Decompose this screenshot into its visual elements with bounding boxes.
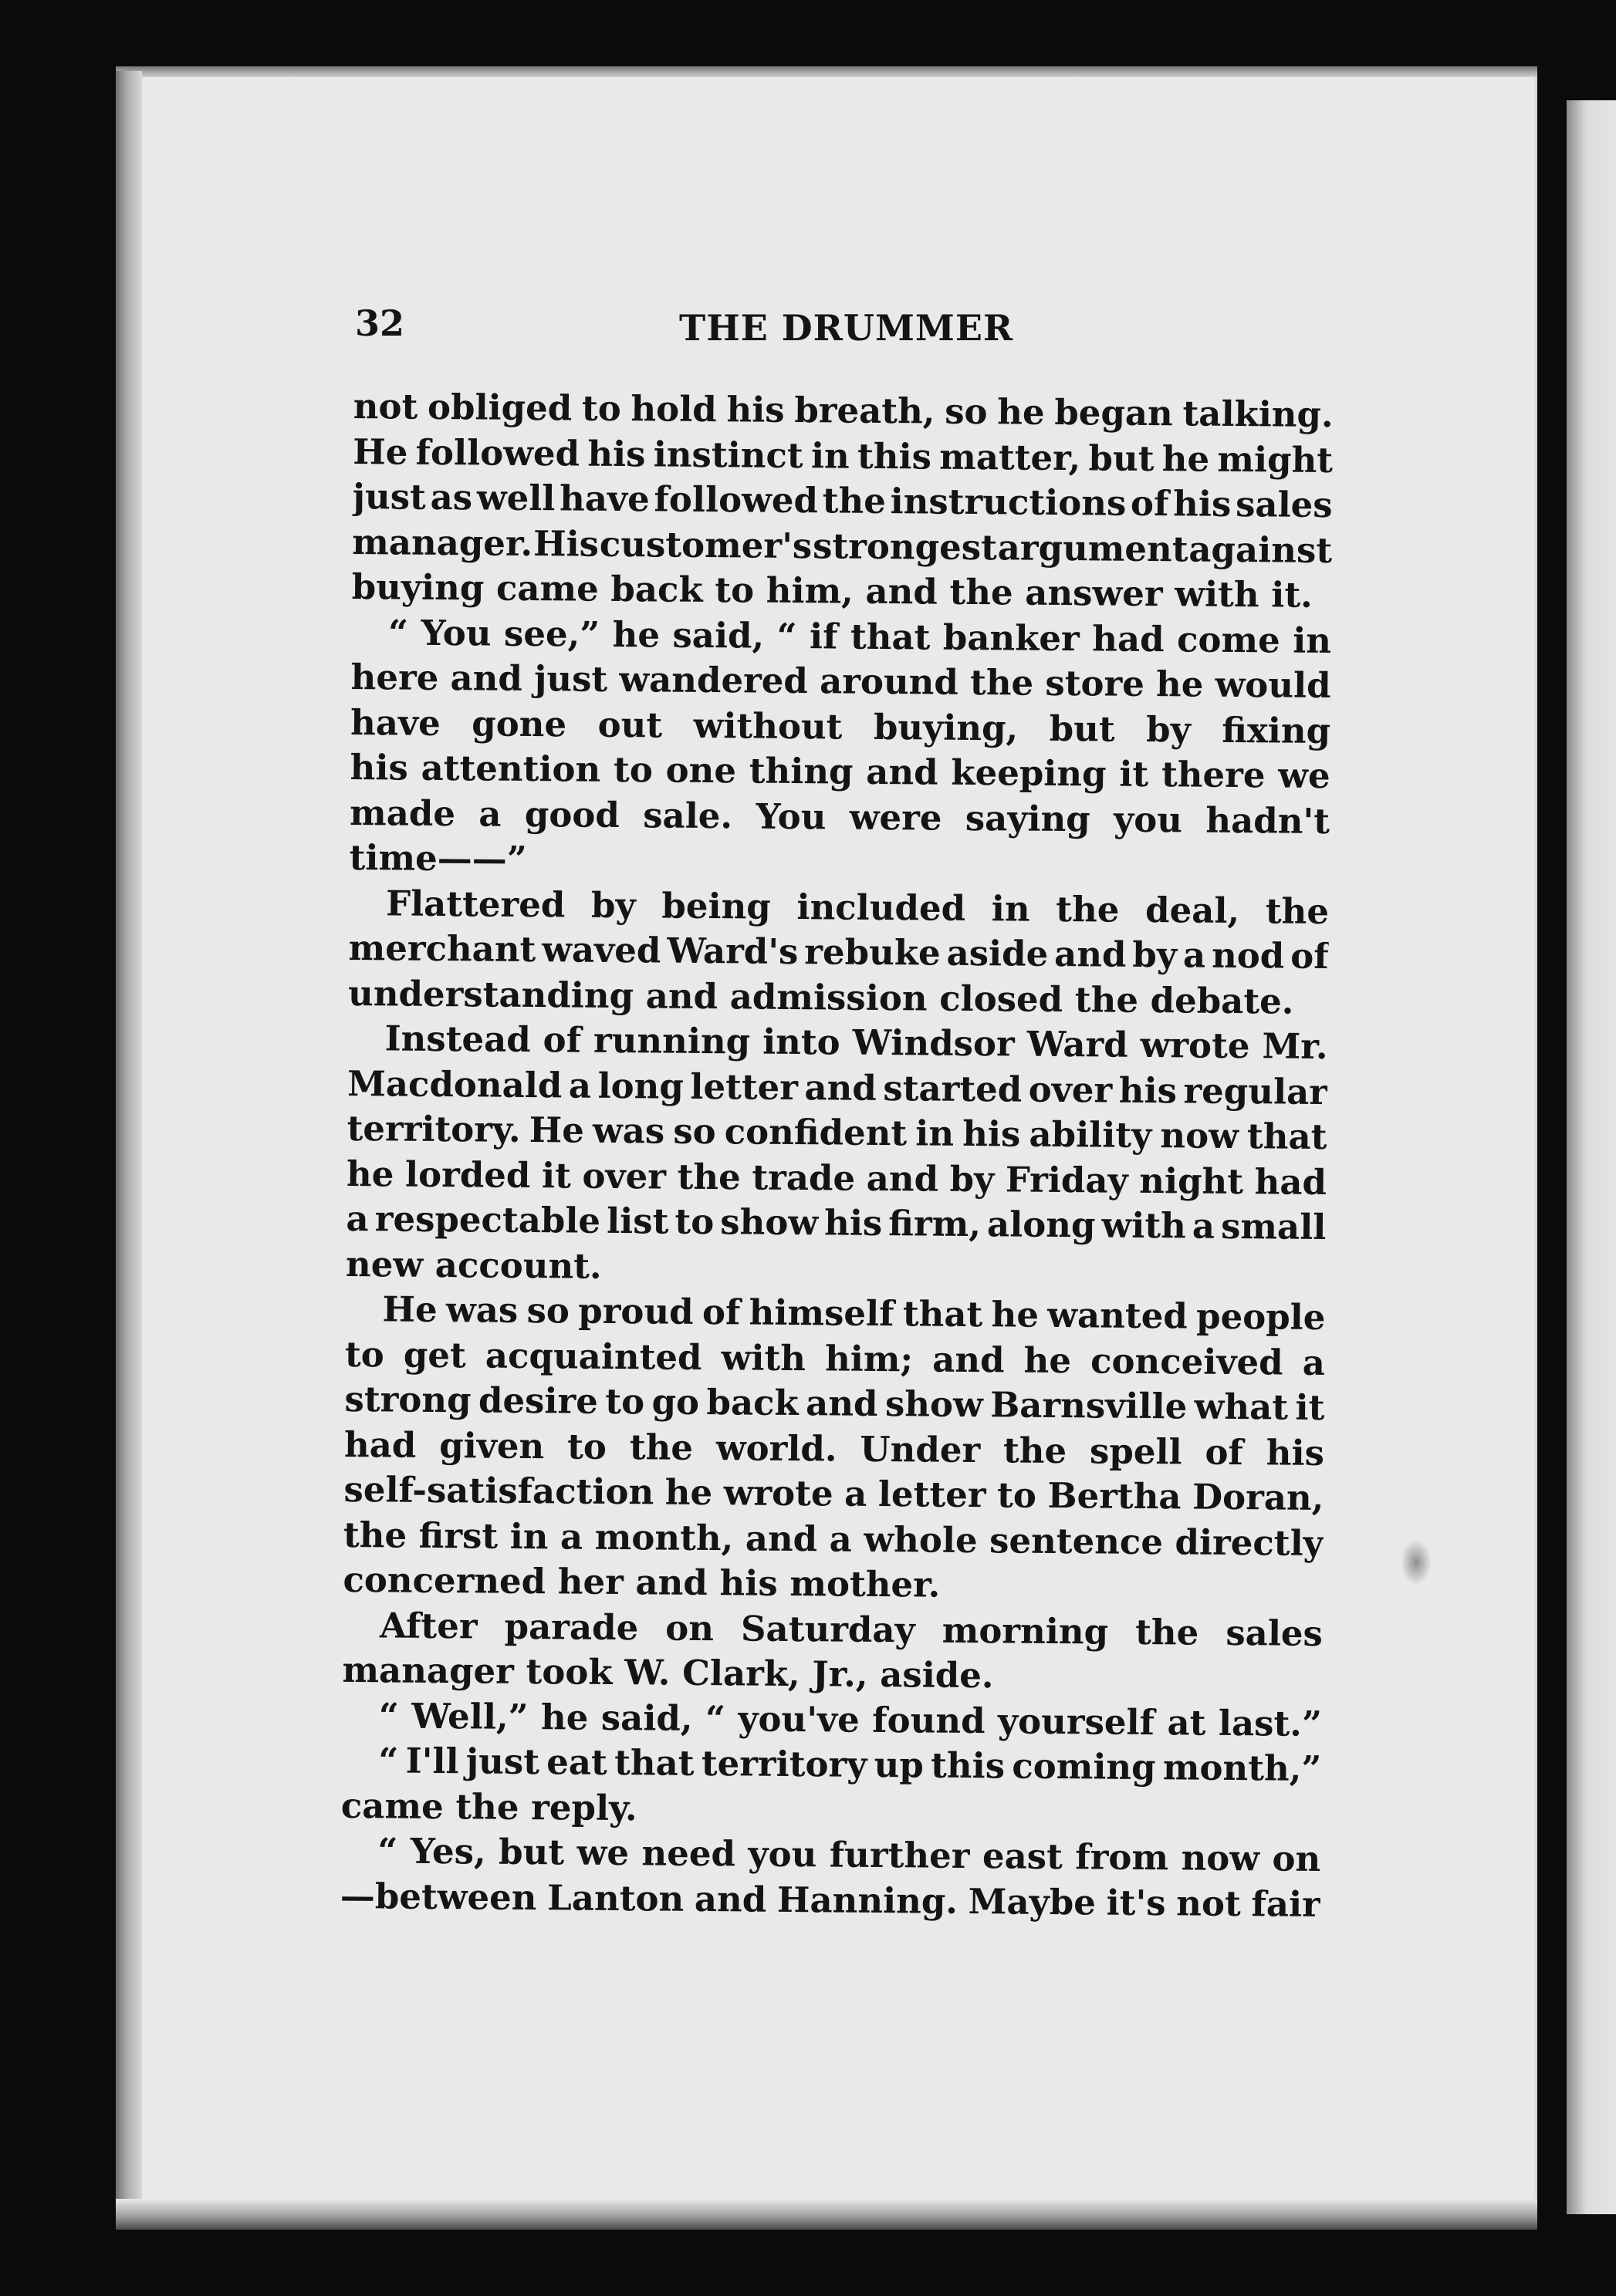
word: his [962,1113,1021,1155]
text-line [344,1377,1324,1431]
word: have [559,478,651,520]
word: up [874,1744,925,1786]
word: a [1302,1342,1326,1383]
word: rebuke [804,931,941,974]
word: not [353,385,418,427]
word: he [1023,1339,1072,1381]
word: saying [965,797,1091,839]
word: obliged [427,386,573,429]
word: around [819,660,959,703]
word: given [438,1424,545,1467]
word: one [665,749,737,792]
word: talking. [1182,393,1334,436]
word: month,” [1162,1747,1322,1790]
word: this [930,1744,1006,1787]
word: Ward [1026,1023,1128,1065]
word: confident [724,1111,908,1154]
word: here [350,656,439,698]
word: but [1088,437,1155,479]
word: by [1132,934,1178,976]
text-line [347,1061,1327,1115]
word: people [1195,1295,1326,1339]
word: his [1172,483,1232,525]
text-line: buying came back to him, and the answer with it. [351,566,1313,616]
word: letter [877,1473,986,1516]
word: Hanning. [776,1879,958,1922]
word: and [694,1878,767,1920]
word: running [593,1019,751,1062]
word: Yes, [410,1830,486,1872]
word: and [932,1339,1005,1380]
word: east [982,1835,1063,1878]
text-line: concerned her and his mother. [343,1558,941,1606]
text-line [340,1873,1320,1927]
word: of [1205,1431,1244,1473]
word: merchant [348,927,536,971]
word: list [606,1200,669,1242]
word: being [661,885,772,927]
word: keeping [951,751,1107,795]
word: and [866,1157,939,1200]
text-line: understanding and admission closed the debate. [347,972,1294,1022]
page-number: 32 [355,302,405,344]
word: sentence [989,1519,1164,1562]
word: to [581,387,621,430]
text-line [348,926,1328,980]
word: Doran, [1192,1476,1324,1519]
word: but [498,1831,565,1873]
word: of [1290,935,1329,977]
page-top-edge [116,66,1537,77]
word: “ [776,615,797,657]
word: with [1101,1204,1187,1247]
word: in [991,887,1030,930]
text-line [350,655,1330,709]
word: Windsor [852,1021,1015,1065]
word: to [605,1380,645,1423]
word: coming [1012,1745,1156,1788]
word: show [720,1201,819,1244]
word: the [969,661,1034,704]
word: —between [340,1875,537,1918]
word: He [529,1109,585,1151]
word: “ [387,611,409,653]
word: strongest [812,525,998,568]
word: his [350,746,409,788]
word: we [1278,755,1330,797]
word: that [850,616,931,658]
word: regular [1183,1069,1328,1113]
word: it's [1106,1882,1166,1923]
word: proud [578,1290,694,1332]
word: his [587,433,646,474]
word: well [476,477,556,519]
word: lorded [404,1153,531,1196]
word: waved [542,929,661,971]
word: Barnsville [989,1384,1188,1427]
word: the [822,480,887,522]
word: Saturday [740,1607,915,1650]
word: You [421,612,492,654]
word: “ [377,1830,398,1872]
word: the [1002,1429,1067,1471]
word: instinct [653,433,803,476]
word: letter [690,1065,799,1108]
word: in [1292,620,1332,661]
word: so [526,1290,570,1332]
word: to [566,1425,607,1467]
word: store [1045,662,1145,704]
word: the [1265,890,1330,932]
text-line: new account. [345,1243,602,1287]
word: his [823,1202,883,1244]
word: said, [600,1697,693,1739]
word: found [872,1699,985,1741]
word: desire [478,1379,599,1422]
word: a [478,792,502,835]
word: and [450,657,523,699]
word: attention [421,747,601,790]
word: followed [415,431,580,474]
word: so [944,390,988,433]
word: Mr. [1262,1025,1328,1068]
word: wandered [619,659,809,702]
word: After [379,1604,478,1646]
word: of [702,1291,741,1333]
word: Under [860,1428,981,1470]
word: he [1161,437,1210,480]
facing-page-edge [1567,100,1616,2214]
word: directly [1175,1521,1324,1564]
word: with [721,1336,806,1379]
text-line [350,700,1330,754]
word: buying, [873,706,1019,749]
word: had [1254,1160,1327,1203]
word: from [1075,1836,1169,1879]
word: acquainted [485,1335,702,1378]
word: we [576,1832,630,1874]
word: deal, [1144,889,1240,931]
word: and [866,751,938,793]
word: followed [654,478,819,522]
text-line: manager took W. Clark, Jr., aside. [342,1649,994,1697]
word: what [1194,1386,1289,1428]
text-line [343,1602,1323,1656]
word: and [805,1383,878,1424]
word: to [674,1200,715,1243]
word: world. [715,1427,837,1470]
page-bottom-edge [116,2199,1537,2230]
word: Bertha [1047,1474,1182,1518]
word: manager. [351,521,533,564]
word: to [996,1474,1037,1516]
word: at [1167,1701,1206,1744]
word: against [1188,528,1333,571]
word: His [532,522,600,565]
word: it [1119,753,1149,795]
word: it [1295,1386,1325,1429]
word: good [524,793,620,836]
word: to [344,1333,385,1375]
word: nod [1211,934,1285,977]
word: if [809,615,838,657]
word: as [430,476,473,518]
word: would [1215,663,1331,707]
word: it [541,1154,572,1196]
word: morning [942,1609,1109,1653]
text-line [347,1151,1327,1205]
word: in [509,1515,549,1557]
body-text [340,384,1334,1927]
word: that [1246,1116,1327,1158]
word: this [857,435,932,478]
text-line [353,384,1333,438]
word: just [465,1741,540,1783]
word: territory. [347,1107,521,1150]
text-line [349,880,1329,934]
word: of [543,1019,582,1061]
word: out [597,704,663,746]
text-line [350,790,1330,844]
word: You [756,795,827,837]
word: gone [472,702,567,745]
word: not [1176,1882,1242,1924]
text-line [352,519,1332,573]
word: in [915,1113,955,1154]
word: along [986,1204,1096,1246]
word: Flattered [385,882,566,925]
word: eat [546,1741,608,1783]
word: get [403,1334,467,1376]
word: show [884,1383,984,1426]
word: Macdonald [347,1062,563,1106]
word: but [1049,707,1115,750]
word: He [353,430,408,473]
word: a [1192,1205,1215,1247]
text-line [343,1512,1324,1566]
word: by [949,1158,995,1200]
word: banker [942,616,1080,659]
word: “ [378,1740,399,1781]
word: sales [1226,1612,1324,1654]
word: sales [1235,483,1333,526]
word: he [346,1153,394,1194]
running-title: THE DRUMMER [679,307,1014,349]
word: had [1092,617,1165,660]
word: small [1220,1205,1327,1248]
word: further [829,1834,970,1877]
word: he [664,1471,713,1514]
word: strong [344,1378,472,1421]
text-line: came the reply. [340,1784,637,1828]
text-line [344,1422,1324,1476]
word: Lanton [546,1876,685,1920]
word: hadn't [1205,799,1330,842]
word: the [1134,1611,1199,1653]
word: in [810,434,850,477]
text-line [353,429,1333,483]
word: now [1181,1837,1260,1879]
word: on [665,1607,715,1649]
word: by [1145,708,1192,750]
word: began [1054,391,1174,434]
word: parade [504,1606,639,1648]
word: a [829,1518,853,1560]
word: matter, [938,436,1081,478]
word: come [1176,618,1280,660]
word: fixing [1222,709,1331,751]
word: month, [594,1516,734,1558]
word: I'll [405,1740,459,1782]
word: He [382,1288,438,1330]
word: on [1272,1838,1321,1880]
word: said, [672,614,765,657]
word: and [804,1066,877,1109]
word: that [614,1742,695,1784]
word: go [651,1381,700,1423]
word: have [350,701,441,744]
word: aside [946,932,1049,974]
word: wanted [1047,1294,1188,1337]
word: you [748,1833,817,1876]
word: argument [997,526,1188,569]
word: firm, [888,1203,982,1245]
word: the [1056,888,1120,930]
word: now [1160,1115,1239,1157]
text-line [347,1016,1327,1070]
word: a [560,1515,583,1558]
word: self-satisfaction [343,1468,654,1513]
word: his [1118,1069,1178,1111]
word: he [997,391,1045,433]
text-line [352,474,1332,528]
word: and [745,1517,818,1559]
word: he [1155,663,1204,705]
word: conceived [1090,1339,1283,1383]
text-line [346,1197,1326,1251]
word: the [343,1514,407,1556]
word: his [1266,1431,1325,1474]
word: might [1217,438,1334,481]
word: Friday [1005,1158,1128,1201]
word: you've [738,1697,860,1741]
word: started [883,1067,1023,1110]
word: the [629,1426,694,1468]
word: he [540,1696,589,1738]
word: were [849,796,942,839]
word: respectable [374,1198,601,1241]
word: to [613,748,654,791]
word: Instead [384,1018,531,1061]
word: fair [1251,1882,1321,1925]
word: was [445,1289,519,1331]
word: last.” [1218,1702,1323,1744]
word: there [1161,754,1266,796]
ink-smudge [1401,1539,1432,1585]
word: need [641,1832,736,1875]
word: so [673,1110,716,1153]
text-line [341,1738,1321,1792]
word: “ [378,1694,400,1737]
word: a [346,1197,369,1240]
text-line: time——” [349,836,527,880]
word: just [533,658,608,700]
text-line [351,609,1331,663]
word: wrote [723,1472,833,1514]
word: just [352,475,427,518]
word: him; [824,1337,914,1379]
word: and [1053,933,1127,975]
word: instructions [890,481,1127,524]
word: first [418,1514,499,1557]
word: the [677,1156,742,1197]
word: Ward's [667,930,799,973]
word: Well,” [411,1695,529,1737]
word: whole [864,1518,978,1561]
word: night [1139,1160,1244,1202]
word: “ [705,1697,726,1739]
text-line [340,1828,1320,1882]
word: trade [752,1156,856,1199]
word: customer's [599,523,813,566]
word: of [1130,482,1169,525]
text-line [347,1106,1327,1160]
word: long [597,1065,685,1107]
word: into [762,1021,840,1063]
word: his [726,389,785,430]
word: wrote [1140,1024,1250,1067]
word: himself [749,1292,894,1335]
word: he [991,1294,1040,1335]
word: spell [1089,1430,1182,1472]
word: back [706,1382,799,1424]
word: over [1028,1069,1113,1111]
word: hold [631,388,717,430]
word: Maybe [968,1880,1097,1923]
word: a [568,1064,592,1106]
word: a [1182,934,1206,976]
word: thing [749,750,854,792]
word: without [693,704,843,748]
word: that [902,1293,983,1335]
text-line [345,1287,1325,1341]
text-line [350,745,1330,799]
word: sale. [643,794,733,836]
word: territory [701,1743,867,1785]
page-spine-edge [116,71,142,2228]
word: he [612,613,661,655]
word: see,” [503,613,600,655]
word: over [582,1155,667,1197]
text-line [343,1467,1324,1521]
text-line [342,1693,1322,1747]
word: breath, [794,389,935,432]
word: yourself [997,1700,1155,1743]
word: you [1113,799,1183,840]
word: ability [1029,1113,1152,1156]
page-header [355,302,1451,356]
word: included [796,886,966,929]
word: made [349,792,456,834]
text-line [345,1332,1325,1386]
word: was [592,1109,665,1152]
word: a [843,1473,867,1514]
word: had [343,1423,417,1466]
word: by [590,884,636,926]
